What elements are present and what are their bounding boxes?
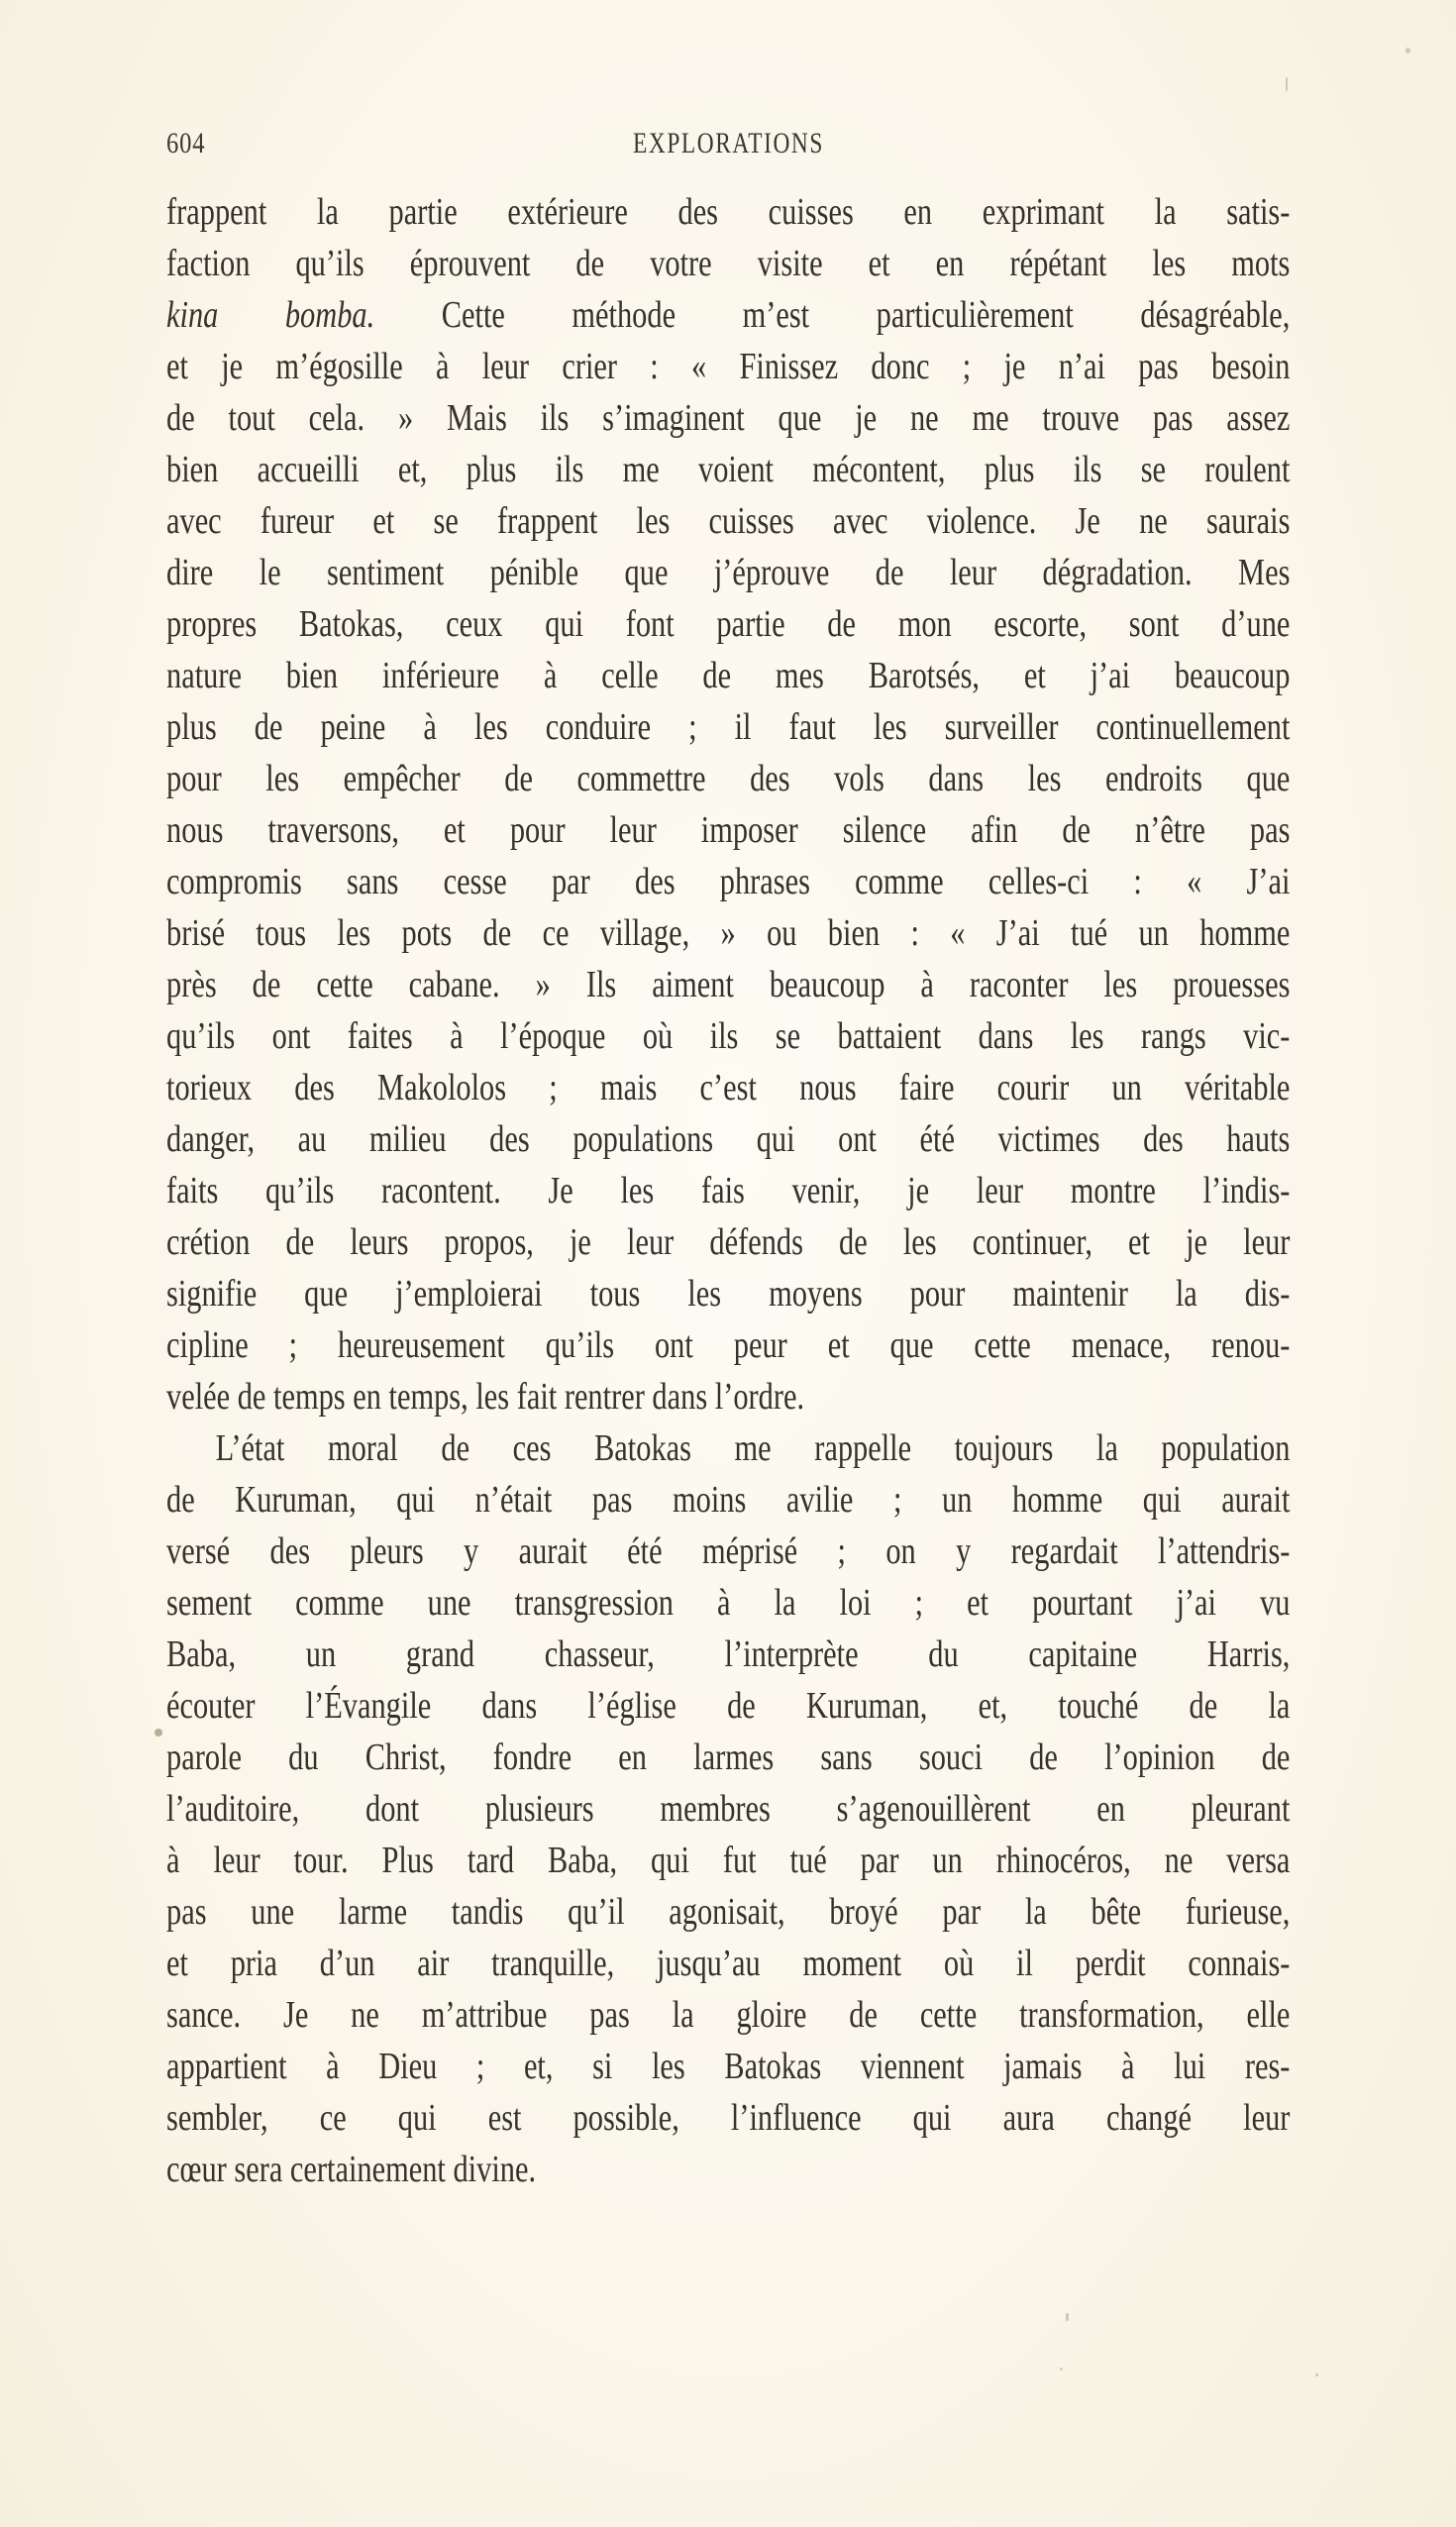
- text-line-rest: Cette méthode m’est particulièrement désagréable,: [374, 294, 1291, 336]
- text-line: appartient à Dieu ; et, si les Batokas viennent jamais à lui res-: [166, 2046, 1291, 2087]
- text-line: torieux des Makololos ; mais c’est nous faire courir un véritable: [166, 1067, 1291, 1108]
- paper-speck: [1066, 2313, 1069, 2321]
- text-line: nature bien inférieure à celle de mes Barotsés, et j’ai beaucoup: [166, 655, 1291, 696]
- text-line: pas une larme tandis qu’il agonisait, broyé par la bête furieuse,: [166, 1891, 1291, 1933]
- paper-speck: [1405, 48, 1410, 53]
- text-line: l’auditoire, dont plusieurs membres s’agenouillèrent en pleurant: [166, 1788, 1291, 1830]
- text-line: signifie que j’emploierai tous les moyens pour maintenir la dis-: [166, 1273, 1291, 1315]
- text-line: à leur tour. Plus tard Baba, qui fut tué par un rhinocéros, ne versa: [166, 1840, 1291, 1881]
- running-title: EXPLORATIONS: [633, 127, 824, 159]
- text-line: brisé tous les pots de ce village, » ou bien : « J’ai tué un homme: [166, 912, 1291, 954]
- text-line: danger, au milieu des populations qui ont été victimes des hauts: [166, 1118, 1291, 1160]
- text-line: cœur sera certainement divine.: [166, 2149, 537, 2190]
- text-line: avec fureur et se frappent les cuisses avec violence. Je ne saurais: [166, 500, 1291, 542]
- text-line: nous traversons, et pour leur imposer silence afin de n’être pas: [166, 809, 1291, 851]
- text-line: écouter l’Évangile dans l’église de Kuruman, et, touché de la: [166, 1685, 1291, 1727]
- text-line: Baba, un grand chasseur, l’interprète du capitaine Harris,: [166, 1633, 1291, 1675]
- text-line: qu’ils ont faites à l’époque où ils se battaient dans les rangs vic-: [166, 1015, 1291, 1057]
- paper-speck: [1286, 77, 1288, 91]
- text-line: velée de temps en temps, les fait rentrer dans l’ordre.: [166, 1376, 805, 1418]
- body-text: [166, 186, 1291, 2195]
- text-line: sance. Je ne m’attribue pas la gloire de cette transformation, elle: [166, 1994, 1291, 2036]
- text-line: versé des pleurs y aurait été méprisé ; on y regardait l’attendris-: [166, 1530, 1291, 1572]
- text-line: faits qu’ils racontent. Je les fais venir, je leur montre l’indis-: [166, 1170, 1291, 1211]
- paper-speck: [1060, 2368, 1063, 2370]
- paper-speck: [1315, 2373, 1318, 2376]
- italic-term: kina bomba.: [166, 294, 375, 336]
- text-line: de Kuruman, qui n’était pas moins avilie ; un homme qui aurait: [166, 1479, 1291, 1521]
- text-line: bien accueilli et, plus ils me voient mécontent, plus ils se roulent: [166, 449, 1291, 490]
- paragraph-1: [166, 186, 1291, 1422]
- text-line: près de cette cabane. » Ils aiment beaucoup à raconter les prouesses: [166, 964, 1291, 1005]
- text-line: plus de peine à les conduire ; il faut les surveiller continuellement: [166, 706, 1291, 748]
- text-line: L’état moral de ces Batokas me rappelle toujours la population: [215, 1427, 1291, 1469]
- text-line: pour les empêcher de commettre des vols dans les endroits que: [166, 758, 1291, 799]
- page-number: 604: [166, 127, 206, 159]
- text-line: parole du Christ, fondre en larmes sans souci de l’opinion de: [166, 1737, 1291, 1778]
- text-line: [166, 289, 1290, 341]
- text-line: et pria d’un air tranquille, jusqu’au moment où il perdit connais-: [166, 1943, 1291, 1984]
- text-line: sembler, ce qui est possible, l’influence qui aura changé leur: [166, 2097, 1291, 2139]
- text-line: faction qu’ils éprouvent de votre visite et en répétant les mots: [166, 243, 1291, 284]
- text-line: cipline ; heureusement qu’ils ont peur et que cette menace, renou-: [166, 1324, 1291, 1366]
- text-line: compromis sans cesse par des phrases comme celles-ci : « J’ai: [166, 861, 1291, 902]
- text-line: de tout cela. » Mais ils s’imaginent que je ne me trouve pas assez: [166, 397, 1291, 439]
- text-line: crétion de leurs propos, je leur défends de les continuer, et je leur: [166, 1221, 1291, 1263]
- running-head: [166, 117, 1291, 166]
- text-line: dire le sentiment pénible que j’éprouve de leur dégradation. Mes: [166, 552, 1291, 593]
- paper-speck: [155, 1729, 162, 1737]
- text-line: frappent la partie extérieure des cuisses en exprimant la satis-: [166, 191, 1291, 233]
- paragraph-2: [166, 1422, 1291, 2195]
- text-line: propres Batokas, ceux qui font partie de mon escorte, sont d’une: [166, 603, 1291, 645]
- text-line: et je m’égosille à leur crier : « Finissez donc ; je n’ai pas besoin: [166, 346, 1291, 387]
- text-line: sement comme une transgression à la loi ; et pourtant j’ai vu: [166, 1582, 1291, 1624]
